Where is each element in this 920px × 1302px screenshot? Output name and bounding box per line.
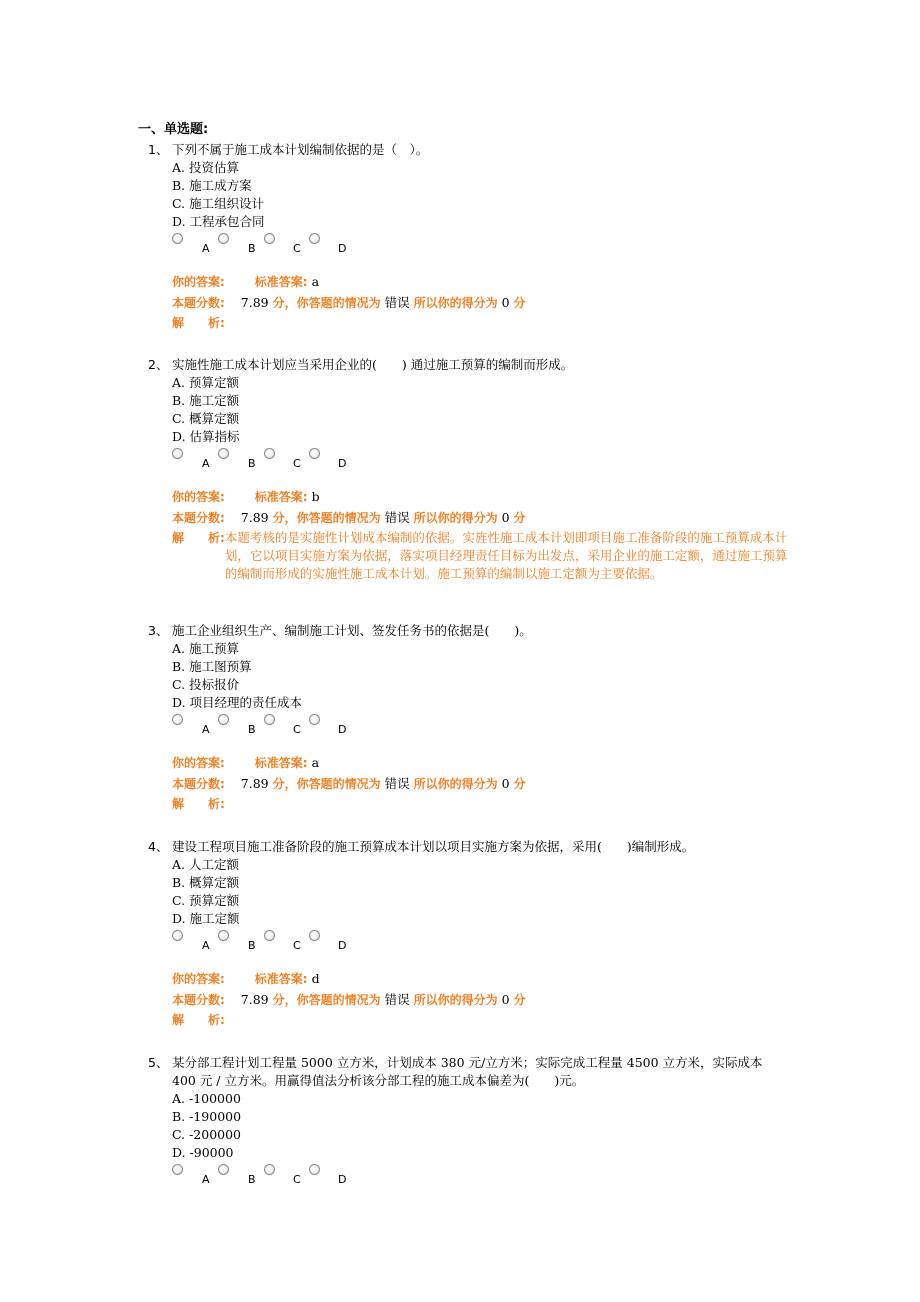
radio-label-c: C [293,1173,301,1186]
score-label: 本题分数: [172,511,225,525]
question-2 [148,356,788,583]
result-suffix: 分 [513,777,526,791]
standard-answer-value: a [311,274,320,289]
result-prefix: 所以你的得分为 [413,993,498,1007]
radio-b[interactable] [218,1164,229,1175]
radio-d[interactable] [309,714,320,725]
answer-radio-group [172,448,788,474]
radio-label-c: C [293,723,301,736]
options-list [172,159,788,231]
option-c: C. 预算定额 [172,893,240,908]
option-a: A. 人工定额 [172,857,239,872]
score-label: 本题分数: [172,993,225,1007]
answer-status: 错误 [384,992,410,1007]
analysis-label: 解 析: [172,531,225,545]
standard-answer-value: a [311,755,320,770]
result-suffix: 分 [513,296,526,310]
option-b: B. 施工成方案 [172,178,252,193]
question-number: 5、 [148,1055,169,1070]
earned-score: 0 [501,992,510,1007]
radio-label-b: B [248,242,256,255]
radio-label-b: B [248,939,256,952]
radio-c[interactable] [264,930,275,941]
question-stem [148,838,788,856]
options-list [172,374,788,446]
option-c: C. 施工组织设计 [172,196,265,211]
option-b: B. 施工图预算 [172,659,252,674]
radio-d[interactable] [309,1164,320,1175]
result-prefix: 所以你的得分为 [413,777,498,791]
radio-a[interactable] [172,930,183,941]
question-3 [148,622,788,813]
radio-label-d: D [338,939,347,952]
analysis-label: 解 析: [172,316,225,330]
radio-label-a: A [202,939,210,952]
answer-radio-group [172,714,788,740]
radio-d[interactable] [309,448,320,459]
your-answer-label: 你的答案: [172,756,225,770]
option-c: C. -200000 [172,1127,242,1142]
radio-d[interactable] [309,233,320,244]
radio-label-b: B [248,457,256,470]
earned-score: 0 [501,295,510,310]
standard-answer-label: 标准答案: [254,756,308,770]
radio-b[interactable] [218,233,229,244]
score-unit: 分，你答题的情况为 [272,511,381,525]
score-unit: 分，你答题的情况为 [272,993,381,1007]
score-value: 7.89 [240,295,269,310]
option-d: D. 工程承包合同 [172,214,265,229]
result-prefix: 所以你的得分为 [413,511,498,525]
result-block [172,486,788,583]
option-d: D. -90000 [172,1145,234,1160]
section-title: 一、单选题: [138,122,209,137]
result-block [172,968,788,1029]
result-block [172,752,788,813]
radio-label-d: D [338,1173,347,1186]
answer-status: 错误 [384,510,410,525]
answer-status: 错误 [384,295,410,310]
radio-c[interactable] [264,233,275,244]
standard-answer-label: 标准答案: [254,275,308,289]
score-label: 本题分数: [172,296,225,310]
result-suffix: 分 [513,511,526,525]
question-stem [148,1054,788,1090]
radio-label-c: C [293,457,301,470]
question-stem [148,356,788,374]
option-d: D. 项目经理的责任成本 [172,695,303,710]
score-value: 7.89 [240,510,269,525]
your-answer-label: 你的答案: [172,972,225,986]
score-value: 7.89 [240,992,269,1007]
earned-score: 0 [501,510,510,525]
answer-radio-group [172,1164,788,1190]
radio-c[interactable] [264,714,275,725]
earned-score: 0 [501,776,510,791]
radio-label-c: C [293,939,301,952]
radio-a[interactable] [172,448,183,459]
options-list [172,1090,788,1162]
option-b: B. 施工定额 [172,393,240,408]
option-a: A. -100000 [172,1091,241,1106]
radio-label-a: A [202,457,210,470]
result-suffix: 分 [513,993,526,1007]
radio-a[interactable] [172,1164,183,1175]
question-5 [148,1054,788,1190]
standard-answer-label: 标准答案: [254,490,308,504]
radio-label-d: D [338,723,347,736]
options-list [172,856,788,928]
radio-label-c: C [293,242,301,255]
question-number: 1、 [148,142,169,157]
option-a: A. 投资估算 [172,160,239,175]
radio-label-b: B [248,1173,256,1186]
radio-b[interactable] [218,714,229,725]
option-d: D. 估算指标 [172,429,240,444]
question-number: 3、 [148,623,169,638]
option-b: B. -190000 [172,1109,242,1124]
radio-c[interactable] [264,1164,275,1175]
question-stem [148,622,788,640]
radio-label-a: A [202,1173,210,1186]
score-unit: 分，你答题的情况为 [272,296,381,310]
radio-label-b: B [248,723,256,736]
question-number: 2、 [148,357,169,372]
standard-answer-value: b [311,489,320,504]
question-text: 实施性施工成本计划应当采用企业的( ) 通过施工预算的编制而形成。 [172,357,574,372]
question-1 [148,141,788,332]
your-answer-label: 你的答案: [172,275,225,289]
option-a: A. 施工预算 [172,641,239,656]
radio-c[interactable] [264,448,275,459]
analysis-text: 本题考核的是实施性计划成本编制的依据。实旌性施工成本计划即项目施工准备阶段的施工预算成本计划，它以项目实施方案为依据，落实项目经理责任目标为出发点，采用企业的施工定额，通过施工预算的编制而形成的实施性施工成本计划。施工预算的编制以施工定额为主要依据。 [224,530,788,581]
score-label: 本题分数: [172,777,225,791]
answer-radio-group [172,233,788,259]
standard-answer-label: 标准答案: [254,972,308,986]
radio-label-d: D [338,457,347,470]
answer-radio-group [172,930,788,956]
option-b: B. 概算定额 [172,875,240,890]
option-a: A. 预算定额 [172,375,239,390]
analysis-label: 解 析: [172,1013,225,1027]
radio-a[interactable] [172,714,183,725]
question-text: 施工企业组织生产、编制施工计划、签发任务书的依据是( )。 [172,623,532,638]
radio-label-a: A [202,723,210,736]
question-text: 建设工程项目施工准备阶段的施工预算成本计划以项目实施方案为依据，采用( )编制形成。 [172,839,695,854]
answer-status: 错误 [384,776,410,791]
radio-b[interactable] [218,930,229,941]
option-c: C. 概算定额 [172,411,240,426]
score-value: 7.89 [240,776,269,791]
question-text: 某分部工程计划工程量 5000 立方米，计划成本 380 元/立方米；实际完成工程量 4500 立方米，实际成本 400 元 / 立方米。用赢得值法分析该分部工程的施工成本偏差为( )元。 [172,1055,763,1088]
result-prefix: 所以你的得分为 [413,296,498,310]
result-block [172,271,788,332]
radio-label-d: D [338,242,347,255]
radio-b[interactable] [218,448,229,459]
question-stem [148,141,788,159]
your-answer-label: 你的答案: [172,490,225,504]
score-unit: 分，你答题的情况为 [272,777,381,791]
standard-answer-value: d [311,971,320,986]
question-4 [148,838,788,1029]
question-text: 下列不属于施工成本计划编制依据的是（ ）。 [172,142,429,157]
options-list [172,640,788,712]
option-d: D. 施工定额 [172,911,240,926]
radio-a[interactable] [172,233,183,244]
radio-d[interactable] [309,930,320,941]
radio-label-a: A [202,242,210,255]
question-number: 4、 [148,839,169,854]
option-c: C. 投标报价 [172,677,240,692]
analysis-label: 解 析: [172,797,225,811]
